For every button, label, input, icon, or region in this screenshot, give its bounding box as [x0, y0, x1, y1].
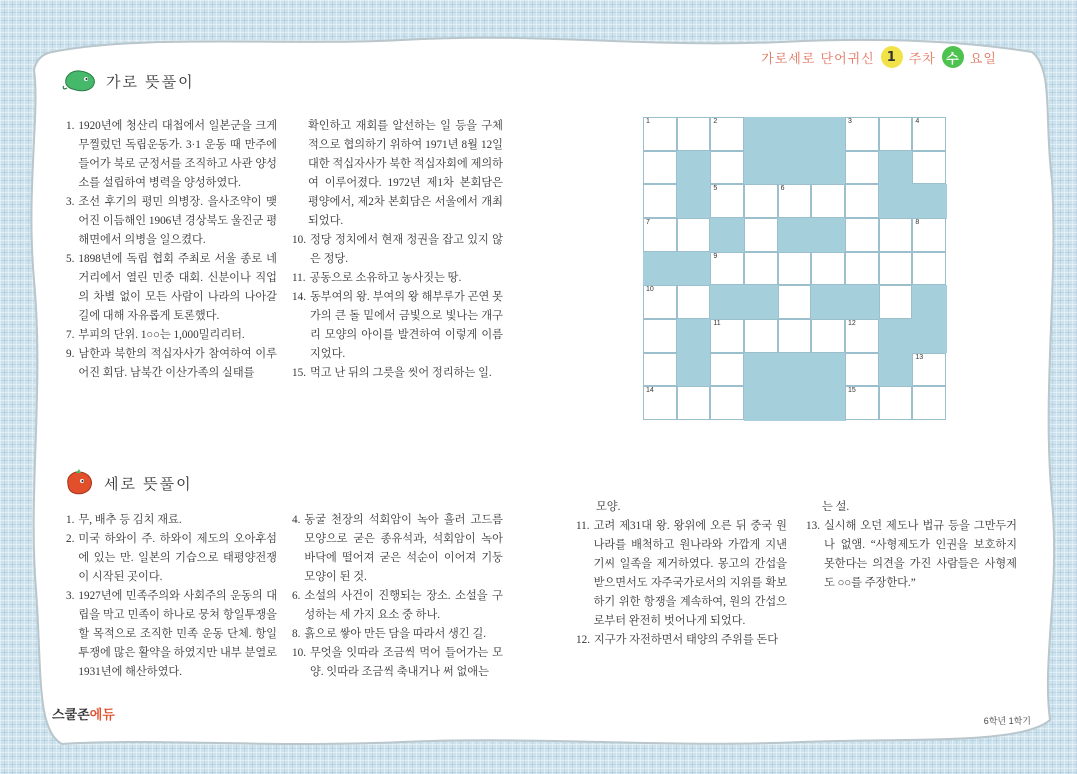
grid-cell-empty[interactable] — [845, 117, 879, 151]
clue-item — [66, 326, 277, 345]
grid-cell-empty[interactable] — [879, 117, 913, 151]
grid-cell-empty[interactable] — [710, 252, 744, 286]
grid-cell-filled — [912, 319, 946, 353]
clue-text: 정당 정치에서 현재 정권을 잡고 있지 않은 정당. — [309, 234, 503, 265]
clue-number: 9. — [66, 348, 75, 360]
grid-cell-filled — [744, 386, 778, 420]
clue-item — [292, 231, 503, 269]
page-footer-label: 6학년 1학기 — [983, 716, 1031, 726]
across-column-2 — [292, 117, 503, 383]
grid-cell-empty[interactable] — [744, 252, 778, 286]
grid-cell-empty[interactable] — [643, 117, 677, 151]
clue-item — [292, 587, 503, 625]
grid-cell-empty[interactable] — [811, 319, 845, 353]
clue-number: 5. — [66, 253, 75, 265]
clue-number: 10. — [292, 234, 306, 246]
clue-item — [66, 250, 277, 326]
clue-item — [292, 288, 503, 364]
clue-number: 8. — [292, 628, 301, 640]
publisher-logo — [52, 704, 115, 723]
clue-text: 동굴 천장의 석회암이 녹아 흘러 고드름 모양으로 굳은 종유석과, 석회암이 녹아 바닥에 떨어져 굳은 석순이 이어져 기둥 모양이 된 것. — [304, 514, 503, 583]
grid-cell-empty[interactable] — [811, 184, 845, 218]
grid-cell-filled — [744, 151, 778, 185]
day-label: 요일 — [969, 51, 997, 67]
clue-number: 6. — [292, 590, 301, 602]
down-column-1 — [66, 511, 277, 682]
grid-cell-number: 6 — [780, 185, 785, 193]
grid-cell-number: 4 — [915, 118, 920, 125]
day-badge: 수 — [942, 46, 964, 68]
grid-cell-empty[interactable] — [710, 184, 744, 218]
clue-text: 흙으로 쌓아 만든 담을 따라서 생긴 길. — [304, 628, 487, 640]
clue-item — [292, 364, 503, 383]
clue-number: 1. — [66, 514, 75, 526]
clue-number: 13. — [806, 520, 820, 532]
grid-cell-filled — [744, 353, 778, 387]
clue-number: 11. — [292, 272, 306, 284]
grid-cell-empty[interactable] — [845, 218, 879, 252]
grid-cell-empty[interactable] — [778, 184, 812, 218]
grid-cell-number: 3 — [848, 118, 852, 125]
clue-number: 15. — [292, 367, 306, 379]
grid-cell-empty[interactable] — [778, 285, 812, 319]
clue-text: 부피의 단위. 1○○는 1,000밀리리터. — [78, 329, 245, 341]
across-column-1 — [66, 117, 277, 383]
grid-cell-filled — [778, 353, 812, 387]
grid-cell-filled — [811, 386, 845, 420]
clue-text: 동부여의 왕. 부여의 왕 해부루가 곤연 못가의 큰 돌 밑에서 금빛으로 빛나는 개구리 모양의 아이를 발견하여 이렇게 이름 지었다. — [309, 291, 503, 360]
grid-cell-number: 15 — [848, 387, 856, 395]
clue-item — [66, 193, 277, 250]
grid-cell-empty[interactable] — [879, 285, 913, 319]
across-title-text: 가로 뜻풀이 — [106, 73, 195, 91]
grid-cell-empty[interactable] — [710, 319, 744, 353]
grid-cell-empty[interactable] — [677, 117, 711, 151]
across-title — [62, 68, 195, 94]
grid-cell-empty[interactable] — [879, 218, 913, 252]
grid-cell-filled — [778, 386, 812, 420]
clue-text: 고려 제31대 왕. 왕위에 오른 뒤 중국 원나라를 배척하고 원나라와 가깝게 지낸 기씨 일족을 제거하였다. 몽고의 간섭을 받으면서도 자주국가로서의 지위를 확보하기 위한 항쟁을 계속하여, 원의 간섭으로부터 완전히 벗어나게 되었다. — [593, 520, 787, 627]
grid-cell-filled — [811, 117, 845, 151]
grid-cell-empty[interactable] — [710, 386, 744, 420]
clue-text: 실시해 오던 제도나 법규 등을 그만두거나 없앰. “사형제도가 인권을 보호하지 못한다는 의견을 가진 사람들은 사형제도 ○○를 주장한다.” — [823, 520, 1017, 589]
grid-cell-filled — [744, 285, 778, 319]
grid-cell-filled — [677, 319, 711, 353]
grid-cell-empty[interactable] — [643, 184, 677, 218]
grid-cell-filled — [677, 252, 711, 286]
down-column-2 — [292, 511, 503, 682]
grid-cell-empty[interactable] — [912, 117, 946, 151]
grid-cell-filled — [845, 285, 879, 319]
grid-cell-empty[interactable] — [912, 386, 946, 420]
grid-cell-filled — [778, 117, 812, 151]
grid-cell-empty[interactable] — [879, 252, 913, 286]
grid-cell-empty[interactable] — [912, 353, 946, 387]
grid-cell-filled — [677, 184, 711, 218]
grid-cell-filled — [744, 117, 778, 151]
grid-cell-empty[interactable] — [744, 319, 778, 353]
logo-main: 스쿨존 — [52, 707, 90, 722]
grid-cell-filled — [879, 184, 913, 218]
clue-item — [292, 625, 503, 644]
grid-cell-filled — [879, 151, 913, 185]
grid-cell-empty[interactable] — [744, 218, 778, 252]
clue-text: 무, 배추 등 김치 재료. — [78, 514, 182, 526]
grid-cell-empty[interactable] — [677, 285, 711, 319]
clue-number: 12. — [576, 634, 590, 646]
down-title — [62, 468, 193, 498]
clue-item — [292, 269, 503, 288]
red-tomato-ghost-icon — [62, 468, 96, 498]
down-12-continuation: 는 설. — [822, 501, 850, 513]
grid-cell-number: 5 — [713, 185, 718, 193]
down-column-3 — [576, 498, 787, 650]
grid-cell-number: 8 — [915, 219, 920, 226]
clue-number: 3. — [66, 196, 75, 208]
grid-cell-empty[interactable] — [643, 285, 677, 319]
clue-item — [66, 345, 277, 383]
grid-cell-empty[interactable] — [778, 252, 812, 286]
grid-cell-empty[interactable] — [912, 151, 946, 185]
grid-cell-number: 2 — [713, 118, 718, 125]
grid-cell-number: 7 — [646, 219, 650, 226]
clue-text: 소설의 사건이 진행되는 장소. 소설을 구성하는 세 가지 요소 중 하나. — [304, 590, 503, 621]
grid-cell-empty[interactable] — [710, 353, 744, 387]
grid-cell-empty[interactable] — [845, 252, 879, 286]
grid-cell-empty[interactable] — [643, 151, 677, 185]
clue-text: 남한과 북한의 적십자사가 참여하여 이루어진 회담. 남북간 이산가족의 실태를 — [78, 348, 277, 379]
crossword-grid — [643, 117, 946, 420]
grid-cell-empty[interactable] — [778, 319, 812, 353]
clue-number: 1. — [66, 120, 75, 132]
grid-cell-number: 9 — [713, 252, 718, 260]
logo-sub: 에듀 — [89, 707, 115, 722]
series-header — [761, 46, 997, 68]
grid-cell-empty[interactable] — [811, 252, 845, 286]
grid-cell-filled — [778, 151, 812, 185]
clue-text: 무엇을 잇따라 조금씩 먹어 들어가는 모양. 잇따라 조금씩 축내거나 써 없애는 — [309, 647, 503, 678]
grid-cell-filled — [710, 218, 744, 252]
clue-item — [806, 517, 1017, 593]
grid-cell-filled — [912, 184, 946, 218]
clue-number: 4. — [292, 514, 301, 526]
grid-cell-filled — [643, 252, 677, 286]
grid-cell-empty[interactable] — [912, 218, 946, 252]
clue-number: 2. — [66, 533, 75, 545]
grid-cell-empty[interactable] — [744, 184, 778, 218]
clue-text: 공동으로 소유하고 농사짓는 땅. — [309, 272, 462, 284]
green-ghost-icon — [62, 68, 98, 94]
grid-cell-filled — [677, 151, 711, 185]
down-column-4 — [806, 498, 1017, 593]
clue-number: 7. — [66, 329, 75, 341]
grid-cell-empty[interactable] — [643, 319, 677, 353]
grid-cell-empty[interactable] — [677, 218, 711, 252]
clue-item — [66, 511, 277, 530]
grid-cell-number: 14 — [646, 387, 654, 395]
clue-item — [576, 631, 787, 650]
clue-number: 3. — [66, 590, 75, 602]
week-label: 주차 — [908, 51, 936, 67]
grid-cell-filled — [811, 151, 845, 185]
grid-cell-filled — [879, 353, 913, 387]
grid-cell-empty[interactable] — [845, 353, 879, 387]
clue-text: 먹고 난 뒤의 그릇을 씻어 정리하는 일. — [309, 367, 492, 379]
clue-text: 1898년에 독립 협회 주최로 서울 종로 네거리에서 열린 민중 대회. 신분이나 직업의 차별 없이 모든 사람이 나라의 나아갈 길에 대해 자유롭게 토론했다. — [78, 253, 277, 322]
clue-text: 조선 후기의 평민 의병장. 을사조약이 맺어진 이듬해인 1906년 경상북도 울진군 평해면에서 의병을 일으켰다. — [78, 196, 277, 246]
grid-cell-empty[interactable] — [643, 386, 677, 420]
clue-item — [66, 117, 277, 193]
grid-cell-empty[interactable] — [643, 218, 677, 252]
grid-cell-filled — [912, 285, 946, 319]
grid-cell-number: 1 — [646, 118, 650, 125]
grid-cell-filled — [811, 285, 845, 319]
down-title-text: 세로 뜻풀이 — [104, 475, 193, 493]
clue-text: 지구가 자전하면서 태양의 주위를 돈다 — [593, 634, 779, 646]
grid-cell-empty[interactable] — [677, 386, 711, 420]
grid-cell-empty[interactable] — [710, 117, 744, 151]
grid-cell-filled — [710, 285, 744, 319]
grid-cell-filled — [778, 218, 812, 252]
week-badge: 1 — [881, 46, 903, 68]
grid-cell-number: 12 — [848, 320, 856, 327]
grid-cell-filled — [677, 353, 711, 387]
clue-text: 1927년에 민족주의와 사회주의 운동의 대립을 막고 민족이 하나로 뭉쳐 항일투쟁을 할 목적으로 조직한 민족 운동 단체. 항일투쟁에 많은 활약을 하였지만 내부 분열로 1931년에 해산하였다. — [78, 590, 277, 678]
grid-cell-empty[interactable] — [710, 151, 744, 185]
grid-cell-filled — [811, 218, 845, 252]
grid-cell-empty[interactable] — [845, 319, 879, 353]
clue-text: 1920년에 청산리 대첩에서 일본군을 크게 무찔렀던 독립운동가. 3·1 운동 때 만주에 들어가 북로 군정서를 조직하고 사관 양성소를 설립하여 병력을 양성하였다. — [78, 120, 277, 189]
grid-cell-number: 10 — [646, 286, 654, 294]
grid-cell-number: 13 — [915, 353, 924, 361]
grid-cell-empty[interactable] — [845, 386, 879, 420]
clue-number: 14. — [292, 291, 306, 303]
across-9-continuation: 확인하고 재회를 알선하는 일 등을 구체적으로 협의하기 위하여 1971년 8월 12일 대한 적십자사가 북한 적십자회에 제의하여 이루어졌다. 1972년 제1차 본회담은 평양에서, 제2차 본회담은 서울에서 개최되었다. — [308, 120, 503, 227]
grid-cell-filled — [879, 319, 913, 353]
clue-text: 미국 하와이 주. 하와이 제도의 오아후섬에 있는 만. 일본의 기습으로 태평양전쟁이 시작된 곳이다. — [78, 533, 277, 583]
clue-item — [66, 530, 277, 587]
grid-cell-empty[interactable] — [643, 353, 677, 387]
series-title: 가로세로 단어귀신 — [761, 51, 875, 67]
grid-cell-empty[interactable] — [845, 151, 879, 185]
clue-item — [292, 644, 503, 682]
grid-cell-empty[interactable] — [845, 184, 879, 218]
grid-cell-empty[interactable] — [912, 252, 946, 286]
grid-cell-number: 11 — [713, 320, 721, 327]
clue-item — [292, 511, 503, 587]
grid-cell-empty[interactable] — [879, 386, 913, 420]
clue-number: 11. — [576, 520, 590, 532]
clue-item — [576, 517, 787, 631]
grid-cell-filled — [811, 353, 845, 387]
clue-item — [66, 587, 277, 682]
clue-number: 10. — [292, 647, 306, 659]
down-10-continuation: 모양. — [596, 501, 621, 513]
